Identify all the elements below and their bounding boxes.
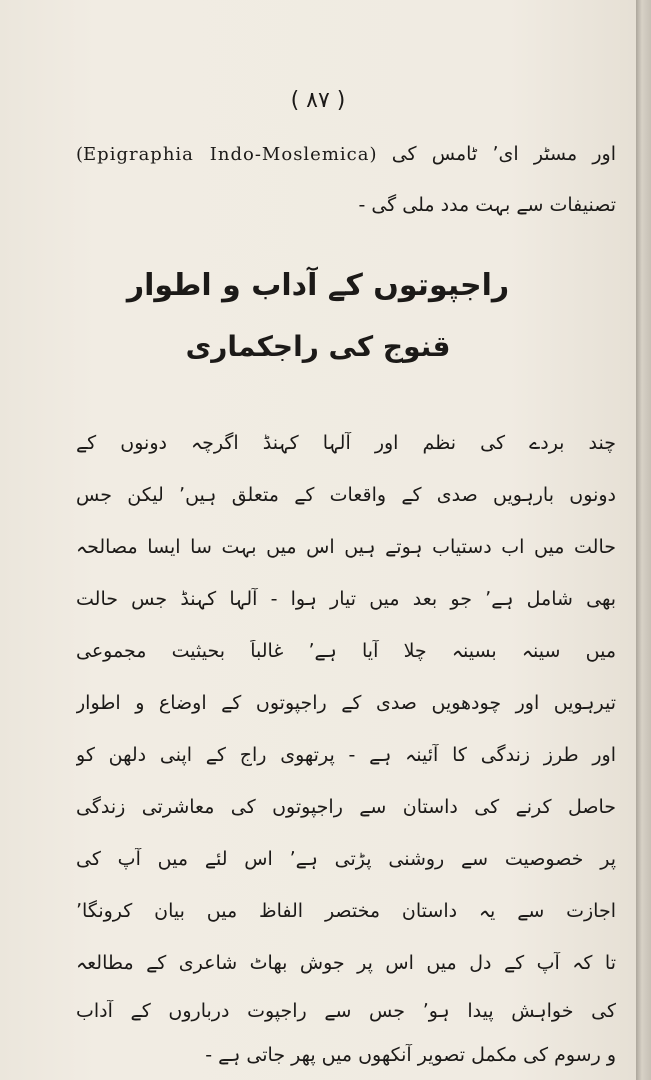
body-line-8: حاصل کرنے کی داستان سے راجپوتوں کی معاشرتی زندگی <box>76 796 616 818</box>
intro-line-1 <box>76 143 616 165</box>
section-heading: راجپوتوں کے آداب و اطوار <box>126 268 510 303</box>
body-line-5: میں سینہ بسینہ چلا آیا ہے٬ غالباً بحیثیت مجموعی <box>76 640 616 662</box>
body-line-12: کی خواہش پیدا ہو٬ جس سے راجپوت درباروں کے آداب <box>76 1000 616 1022</box>
page-number: ( ۸۷ ) <box>290 88 346 113</box>
body-line-7: اور طرز زندگی کا آئینہ ہے - پرتھوی راج کے اپنی دلھن کو <box>76 744 616 766</box>
body-line-1: چند بردے کی نظم اور آلہا کہنڈ اگرچہ دونوں کے <box>76 432 616 454</box>
section-subheading: قنوج کی راجکماری <box>185 330 451 363</box>
body-line-9: پر خصوصیت سے روشنی پڑتی ہے٬ اس لئے میں آپ کی <box>76 848 616 870</box>
intro-urdu-text: اور مسٹر ای٬ ٹامس کی <box>391 143 616 165</box>
body-line-4: بھی شامل ہے٬ جو بعد میں تیار ہوا - آلہا کہنڈ جس حالت <box>76 588 616 610</box>
intro-line-2: تصنیفات سے بہت مدد ملی گی - <box>358 194 616 216</box>
body-line-3: حالت میں اب دستیاب ہوتے ہیں اس میں بہت سا ایسا مصالحہ <box>76 536 616 558</box>
page-edge <box>636 0 651 1080</box>
intro-latin-title: (Epigraphia Indo-Moslemica) <box>76 144 377 165</box>
body-line-13: و رسوم کی مکمل تصویر آنکھوں میں پھر جاتی ہے - <box>205 1044 616 1066</box>
body-line-10: اجازت سے یہ داستان مختصر الفاظ میں بیان کرونگا٬ <box>76 900 616 922</box>
body-line-2: دونوں بارہویں صدی کے واقعات کے متعلق ہیں٬ لیکن جس <box>76 484 616 506</box>
body-line-11: تا کہ آپ کے دل میں اس پر جوش بھاٹ شاعری کے مطالعہ <box>76 952 616 974</box>
body-line-6: تیرہویں اور چودھویں صدی کے راجپوتوں کے اوضاع و اطوار <box>76 692 616 714</box>
